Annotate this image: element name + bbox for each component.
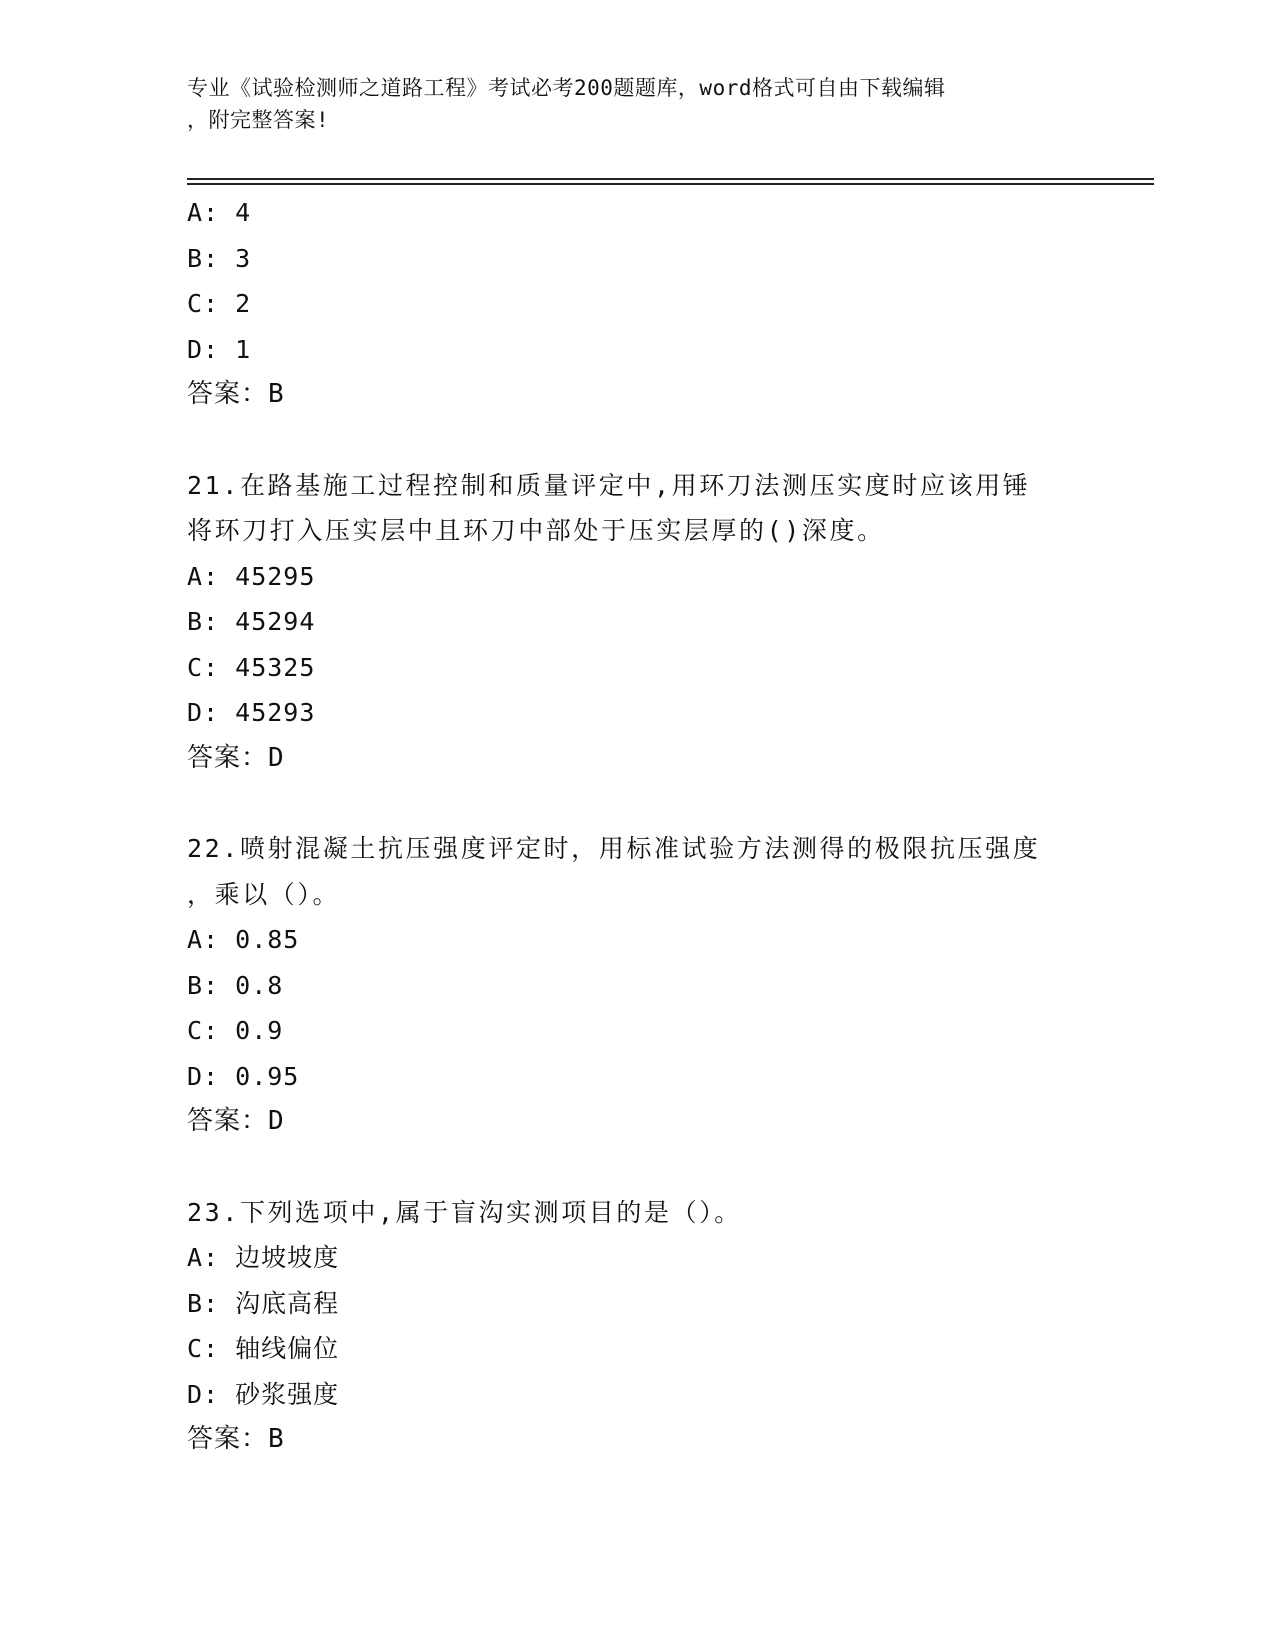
option-b: B: 3 bbox=[187, 243, 252, 273]
answer: 答案：B bbox=[187, 1424, 285, 1454]
option-c: C: 45325 bbox=[187, 652, 316, 682]
option-d: D: 1 bbox=[187, 334, 252, 364]
option-c: C: 轴线偏位 bbox=[187, 1334, 340, 1363]
header-line-2: ，附完整答案! bbox=[187, 108, 330, 132]
option-a: A: 4 bbox=[187, 198, 252, 227]
question-text-line-1: 21.在路基施工过程控制和质量评定中,用环刀法测压实度时应该用锤 bbox=[187, 470, 1031, 500]
option-c: C: 0.9 bbox=[187, 1016, 284, 1045]
question-text-line-1: 22.喷射混凝土抗压强度评定时，用标准试验方法测得的极限抗压强度 bbox=[187, 834, 1041, 863]
answer: 答案：D bbox=[187, 1106, 285, 1136]
option-a: A: 0.85 bbox=[187, 925, 300, 954]
question-text-line-1: 23.下列选项中,属于盲沟实测项目的是（）。 bbox=[187, 1197, 742, 1227]
question-22 bbox=[187, 826, 1087, 1145]
header-rule-bottom bbox=[187, 183, 1154, 185]
answer: 答案：B bbox=[187, 379, 285, 409]
header-rule-top bbox=[187, 178, 1154, 180]
document-header bbox=[187, 72, 1067, 136]
option-b: B: 45294 bbox=[187, 607, 316, 636]
question-23 bbox=[187, 1190, 1087, 1463]
option-d: D: 45293 bbox=[187, 698, 316, 727]
option-a: A: 45295 bbox=[187, 561, 316, 591]
option-a: A: 边坡坡度 bbox=[187, 1243, 340, 1272]
answer: 答案：D bbox=[187, 742, 285, 773]
option-c: C: 2 bbox=[187, 289, 252, 318]
header-line-1: 专业《试验检测师之道路工程》考试必考200题题库，word格式可自由下载编辑 bbox=[187, 76, 946, 100]
option-b: B: 0.8 bbox=[187, 970, 284, 1000]
question-text-line-2: 将环刀打入压实层中且环刀中部处于压实层厚的()深度。 bbox=[187, 516, 885, 545]
document-body bbox=[187, 190, 1087, 1463]
question-21 bbox=[187, 463, 1087, 782]
option-b: B: 沟底高程 bbox=[187, 1288, 340, 1318]
option-d: D: 0.95 bbox=[187, 1061, 300, 1091]
question-20-block bbox=[187, 190, 1087, 418]
question-text-line-2: ，乘以（）。 bbox=[187, 879, 341, 909]
option-d: D: 砂浆强度 bbox=[187, 1379, 340, 1409]
